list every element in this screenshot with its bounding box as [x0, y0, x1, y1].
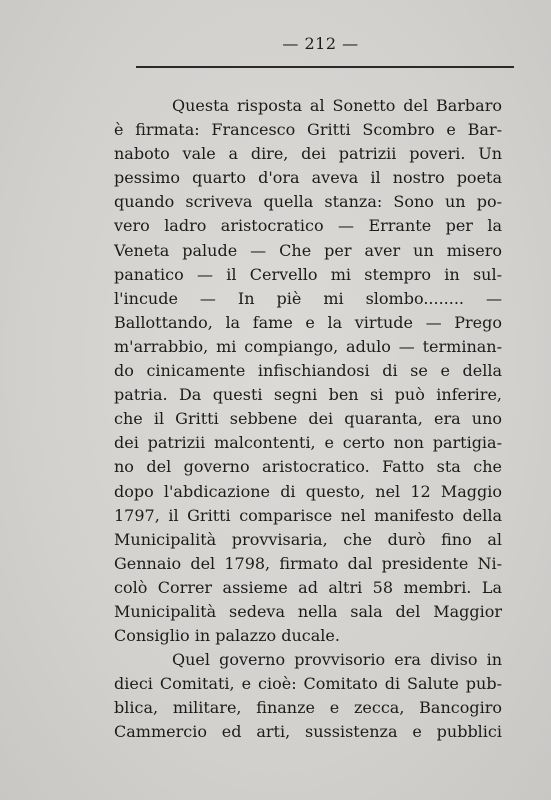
text-line: 1797, il Gritti comparisce nel manifesto della [114, 505, 502, 525]
text-line: Questa risposta al Sonetto del Barbaro [172, 96, 502, 115]
text-line: Veneta palude — Che per aver un misero [114, 240, 502, 260]
text-line: panatico — il Cervello mi stempro in sul- [114, 264, 502, 284]
text-line: Quel governo provvisorio era diviso in [172, 650, 502, 670]
text-line: vero ladro aristocratico — Errante per la [114, 216, 502, 236]
text-line: quando scriveva quella stanza: Sono un po- [114, 192, 502, 212]
paragraph [114, 648, 502, 744]
header-rule [136, 66, 514, 68]
body-text [114, 94, 502, 745]
text-line: no del governo aristocratico. Fatto sta che [114, 457, 502, 477]
paragraph [114, 94, 502, 648]
text-line: è firmata: Francesco Gritti Scombro e Bar- [114, 120, 502, 140]
page-number: — 212 — [282, 34, 359, 53]
text-line: patria. Da questi segni ben si può inferire, [114, 385, 502, 405]
text-line: colò Correr assieme ad altri 58 membri. La [114, 577, 502, 597]
text-line: pessimo quarto d'ora aveva il nostro poeta [114, 168, 502, 188]
text-line: dei patrizii malcontenti, e certo non partigia- [114, 433, 502, 453]
text-line: blica, militare, finanze e zecca, Bancogiro [114, 698, 502, 718]
text-line: Municipalità sedeva nella sala del Maggior [114, 601, 502, 621]
text-line: dieci Comitati, e cioè: Comitato di Salute pub- [114, 674, 502, 694]
text-line: dopo l'abdicazione di questo, nel 12 Maggio [114, 481, 502, 501]
text-line: Consiglio in palazzo ducale. [114, 626, 340, 646]
text-line: naboto vale a dire, dei patrizii poveri. Un [114, 144, 502, 164]
text-line: che il Gritti sebbene dei quaranta, era uno [114, 409, 502, 429]
text-line: Municipalità provvisaria, che durò fino al [114, 529, 502, 549]
text-line: Cammercio ed arti, sussistenza e pubblici [114, 722, 502, 742]
text-line: Ballottando, la fame e la virtude — Prego [114, 312, 502, 332]
text-line: Gennaio del 1798, firmato dal presidente Ni- [114, 553, 502, 573]
text-line: m'arrabbio, mi compiango, adulo — terminan- [114, 336, 502, 356]
text-line: do cinicamente infischiandosi di se e della [114, 361, 502, 381]
text-line: l'incude — In piè mi slombo........ — [114, 288, 502, 308]
